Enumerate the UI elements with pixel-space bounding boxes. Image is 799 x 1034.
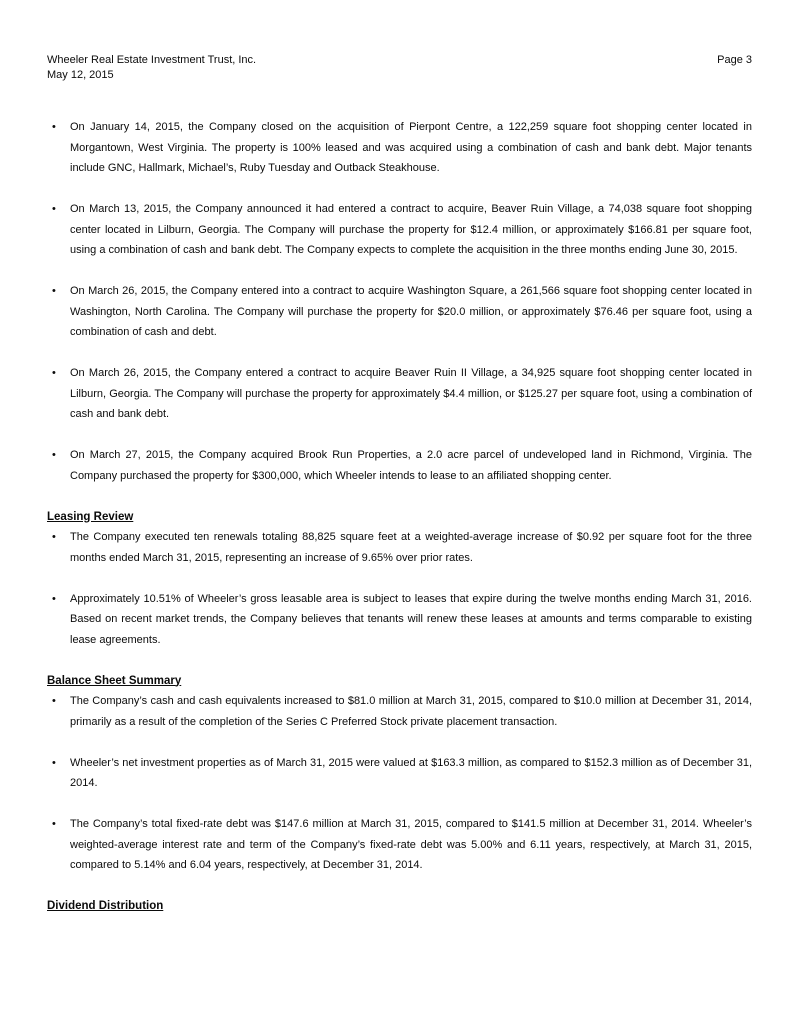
page-header — [47, 53, 752, 83]
header-date: May 12, 2015 — [47, 69, 114, 81]
page-number: Page 3 — [717, 54, 752, 66]
header-company-name: Wheeler Real Estate Investment Trust, Inc. — [47, 54, 257, 66]
bullet-item-brook-run-properties — [47, 445, 752, 486]
bullet-text: On March 27, 2015, the Company acquired Brook Run Properties, a 2.0 acre parcel of undeveloped land in Richmond, Virginia. The Company purchased the property for $300,000, which Wheeler intends to lease to an affiliated shopping center. — [70, 449, 752, 482]
bullet-marker: • — [52, 818, 56, 830]
bullet-item-fixed-rate-debt — [47, 814, 752, 876]
bullet-marker: • — [52, 695, 56, 707]
bullet-marker: • — [52, 531, 56, 543]
section-heading-leasing-review: Leasing Review — [47, 510, 134, 523]
bullet-item-renewals — [47, 527, 752, 568]
document-body — [47, 117, 752, 917]
bullet-marker: • — [52, 285, 56, 297]
bullet-text: Wheeler’s net investment properties as of March 31, 2015 were valued at $163.3 million, as compared to $152.3 million as of December 31, 2014. — [70, 756, 752, 789]
bullet-text: The Company’s cash and cash equivalents increased to $81.0 million at March 31, 2015, compared to $10.0 million at December 31, 2014, primarily as a result of the completion of the Series C Preferred Stock private placement transaction. — [70, 695, 752, 728]
section-heading-dividend-distribution: Dividend Distribution — [47, 900, 164, 912]
bullet-text: Approximately 10.51% of Wheeler’s gross leasable area is subject to leases that expire during the twelve months ending March 31, 2016. Based on recent market trends, the Company believes that tenants will renew these leases at amounts and terms comparable to existing lease agreements. — [70, 592, 752, 646]
bullet-item-pierpont-centre — [47, 117, 752, 179]
section-heading-balance-sheet-summary: Balance Sheet Summary — [47, 674, 182, 687]
bullet-text: On January 14, 2015, the Company closed on the acquisition of Pierpont Centre, a 122,259 square foot shopping center located in Morgantown, West Virginia. The property is 100% leased and was acquired using a combination of cash and bank debt. Major tenants include GNC, Hallmark, Michael’s, Ruby Tuesday and Outback Steakhouse. — [70, 121, 752, 174]
bullet-item-lease-expirations — [47, 589, 752, 651]
bullet-item-beaver-ruin-village — [47, 199, 752, 261]
bullet-marker: • — [52, 756, 56, 769]
bullet-marker: • — [52, 592, 56, 605]
bullet-text: On March 26, 2015, the Company entered into a contract to acquire Washington Square, a 261,566 square foot shopping center located in Washington, North Carolina. The Company will purchase the property for $20.0 million, or approximately $76.46 per square foot, using a combination of cash and debt. — [70, 285, 752, 338]
bullet-marker: • — [52, 203, 56, 215]
bullet-text: The Company executed ten renewals totaling 88,825 square feet at a weighted-average increase of $0.92 per square foot for the three months ended March 31, 2015, representing an increase of 9.65% over prior rates. — [70, 531, 752, 564]
bullet-marker: • — [52, 121, 56, 133]
bullet-marker: • — [52, 367, 56, 379]
bullet-text: On March 26, 2015, the Company entered a contract to acquire Beaver Ruin II Village, a 34,925 square foot shopping center located in Lilburn, Georgia. The Company will purchase the property for approximately $4.4 million, or $125.27 per square foot, using a combination of cash and bank debt. — [70, 367, 752, 420]
bullet-item-net-investment-properties — [47, 753, 752, 794]
bullet-item-washington-square — [47, 281, 752, 343]
bullet-marker: • — [52, 449, 56, 461]
bullet-text: On March 13, 2015, the Company announced it had entered a contract to acquire, Beaver Ruin Village, a 74,038 square foot shopping center located in Lilburn, Georgia. The Company will purchase the property for $12.4 million, or approximately $166.81 per square foot, using a combination of cash and bank debt. The Company expects to complete the acquisition in the three months ending June 30, 2015. — [70, 203, 752, 256]
bullet-text: The Company’s total fixed-rate debt was $147.6 million at March 31, 2015, compared to $141.5 million at December 31, 2014. Wheeler’s weighted-average interest rate and term of the Company’s fixed-rate debt was 5.00% and 6.11 years, respectively, at March 31, 2015, compared to 5.14% and 6.04 years, respectively, at December 31, 2014. — [70, 818, 752, 871]
bullet-item-cash-equivalents — [47, 691, 752, 732]
header-left — [47, 53, 256, 83]
bullet-item-beaver-ruin-ii-village — [47, 363, 752, 425]
header-right — [717, 53, 752, 68]
